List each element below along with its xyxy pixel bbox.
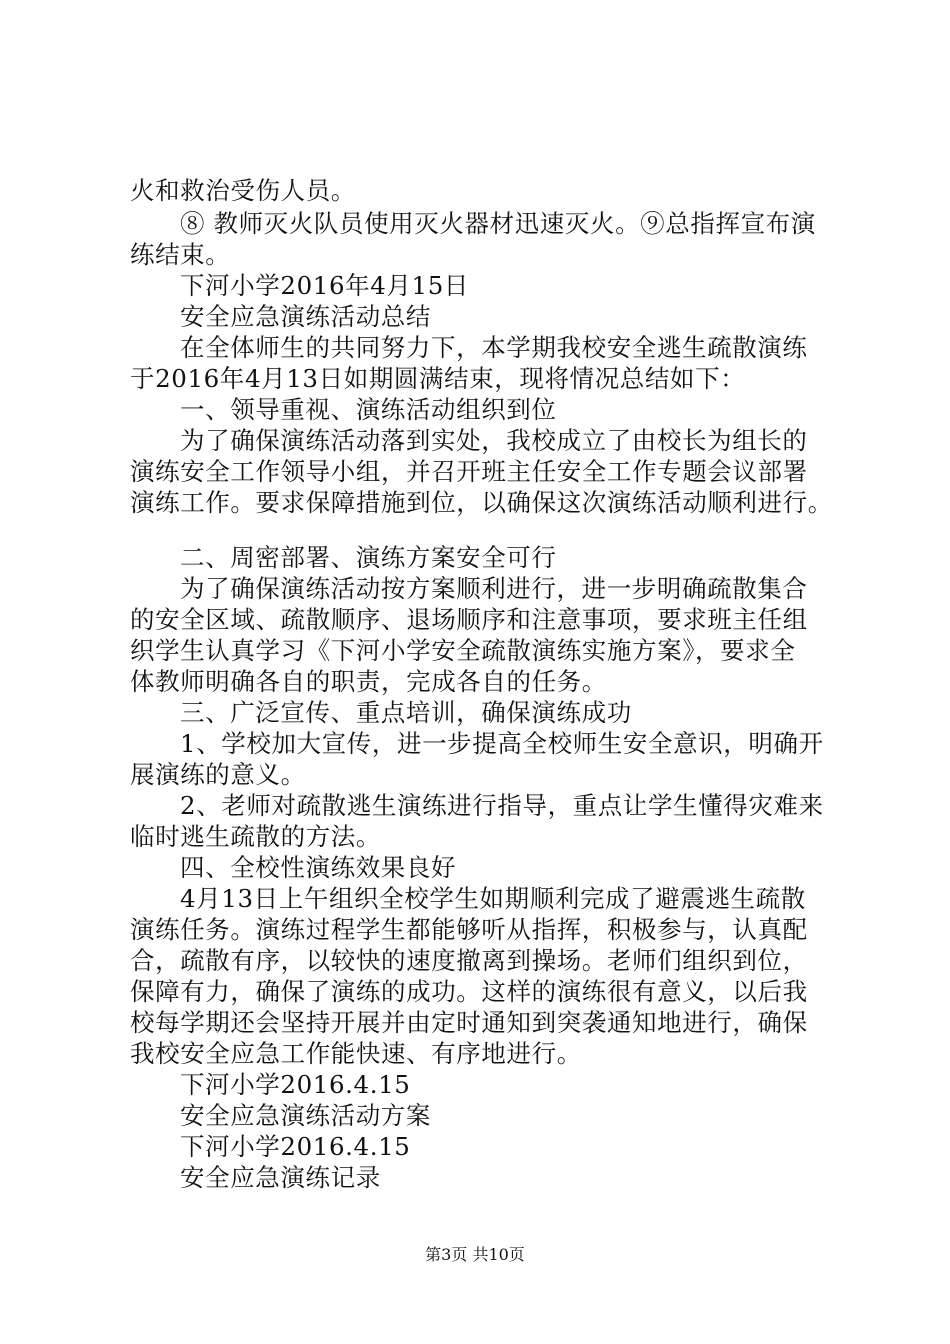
body-line: 演练任务。演练过程学生都能够听从指挥，积极参与，认真配 (130, 915, 808, 944)
body-line: ⑧ 教师灭火队员使用灭火器材迅速灭火。⑨总指挥宣布演 (180, 209, 816, 238)
section-heading: 二、周密部署、演练方案安全可行 (180, 543, 557, 572)
body-line: 1、学校加大宣传，进一步提高全校师生安全意识，明确开 (180, 729, 824, 758)
section-heading: 一、领导重视、演练活动组织到位 (180, 395, 557, 424)
body-line: 体教师明确各自的职责，完成各自的任务。 (130, 667, 607, 696)
body-line: 我校安全应急工作能快速、有序地进行。 (130, 1039, 582, 1068)
signature-line: 下河小学2016.4.15 (180, 1132, 411, 1161)
body-line: 于2016年4月13日如期圆满结束，现将情况总结如下： (130, 364, 746, 393)
body-line: 的安全区域、疏散顺序、退场顺序和注意事项，要求班主任组 (130, 605, 808, 634)
body-line: 保障有力，确保了演练的成功。这样的演练很有意义，以后我 (130, 977, 808, 1006)
body-line: 合，疏散有序，以较快的速度撤离到操场。老师们组织到位， (130, 946, 808, 975)
body-line: 演练安全工作领导小组，并召开班主任安全工作专题会议部署 (130, 457, 808, 486)
section-heading: 四、全校性演练效果良好 (180, 853, 457, 882)
body-line: 在全体师生的共同努力下，本学期我校安全逃生疏散演练 (180, 333, 808, 362)
section-heading: 三、广泛宣传、重点培训，确保演练成功 (180, 698, 632, 727)
body-line: 火和救治受伤人员。 (130, 176, 356, 205)
body-line: 演练工作。要求保障措施到位，以确保这次演练活动顺利进行。 (130, 488, 833, 517)
body-line: 练结束。 (130, 240, 231, 269)
signature-line: 下河小学2016年4月15日 (180, 271, 470, 300)
body-line: 为了确保演练活动按方案顺利进行，进一步明确疏散集合 (180, 574, 808, 603)
body-line: 为了确保演练活动落到实处，我校成立了由校长为组长的 (180, 426, 808, 455)
body-line: 临时逃生疏散的方法。 (130, 822, 381, 851)
section-title: 安全应急演练记录 (180, 1163, 381, 1192)
signature-line: 下河小学2016.4.15 (180, 1070, 411, 1099)
body-line: 4月13日上午组织全校学生如期顺利完成了避震逃生疏散 (180, 884, 806, 913)
page-number: 第3页 共10页 (425, 1245, 525, 1264)
section-title: 安全应急演练活动总结 (180, 302, 431, 331)
body-line: 校每学期还会坚持开展并由定时通知到突袭通知地进行，确保 (130, 1008, 808, 1037)
body-line: 展演练的意义。 (130, 760, 306, 789)
body-line: 织学生认真学习《下河小学安全疏散演练实施方案》，要求全 (130, 636, 796, 665)
body-line: 2、老师对疏散逃生演练进行指导，重点让学生懂得灾难来 (180, 791, 824, 820)
section-title: 安全应急演练活动方案 (180, 1101, 431, 1130)
